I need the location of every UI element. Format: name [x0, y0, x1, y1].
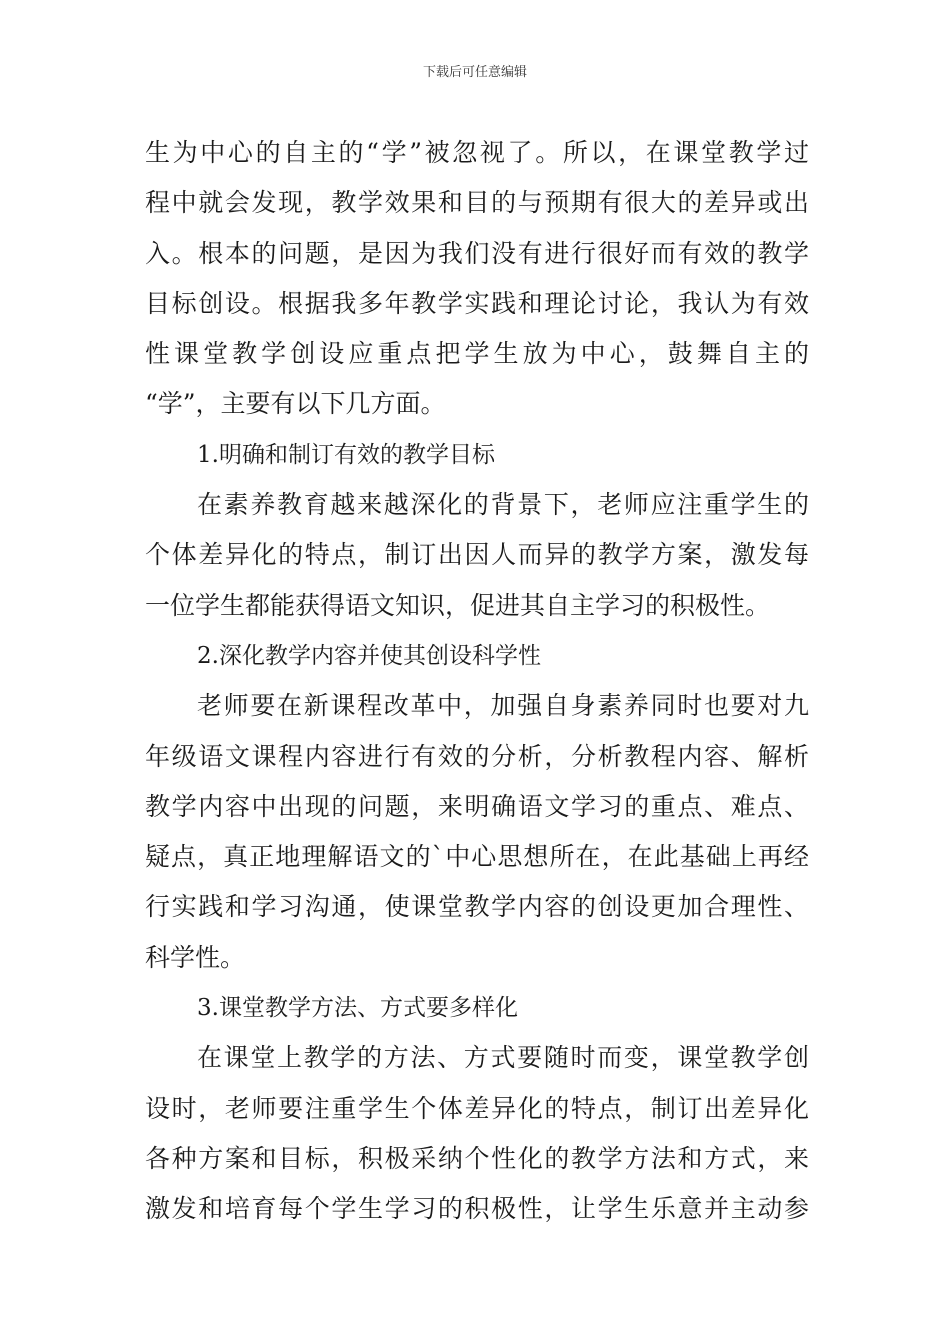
text-line: 行实践和学习沟通，使课堂教学内容的创设更加合理性、 [145, 892, 809, 922]
text-line: 一位学生都能获得语文知识，促进其自主学习的积极性。 [145, 590, 771, 620]
text-line: 疑点，真正地理解语文的`中心思想所在，在此基础上再经 [145, 842, 809, 872]
text-line: 教学内容中出现的问题，来明确语文学习的重点、难点、 [145, 791, 809, 821]
text-line: 程中就会发现，教学效果和目的与预期有很大的差异或出 [145, 188, 809, 218]
text-line: 科学性。 [145, 942, 246, 972]
text-line: “学”，主要有以下几方面。 [145, 389, 446, 419]
text-line: 个体差异化的特点，制订出因人而异的教学方案，激发每 [145, 540, 809, 570]
text-line: 年级语文课程内容进行有效的分析，分析教程内容、解析 [145, 741, 809, 771]
text-line: 在课堂上教学的方法、方式要随时而变，课堂教学创 [197, 1043, 809, 1073]
text-line: 设时，老师要注重学生个体差异化的特点，制订出差异化 [145, 1093, 809, 1123]
body-text [145, 128, 809, 1235]
text-line: 性课堂教学创设应重点把学生放为中心，鼓舞自主的 [145, 339, 809, 369]
text-line: 老师要在新课程改革中，加强自身素养同时也要对九 [197, 691, 809, 721]
text-line: 各种方案和目标，积极采纳个性化的教学方法和方式，来 [145, 1143, 809, 1173]
text-line: 目标创设。根据我多年教学实践和理论讨论，我认为有效 [145, 288, 809, 318]
text-line: 激发和培育每个学生学习的积极性，让学生乐意并主动参 [145, 1194, 809, 1224]
section-heading-1: 1.明确和制订有效的教学目标 [197, 441, 495, 468]
section-heading-3: 3.课堂教学方法、方式要多样化 [197, 995, 518, 1022]
text-line: 入。根本的问题，是因为我们没有进行很好而有效的教学 [145, 238, 809, 268]
text-line: 生为中心的自主的“学”被忽视了。所以，在课堂教学过 [145, 138, 809, 167]
section-heading-2: 2.深化教学内容并使其创设科学性 [197, 642, 541, 669]
page-header: 下载后可任意编辑 [422, 65, 527, 80]
text-line: 在素养教育越来越深化的背景下，老师应注重学生的 [197, 490, 809, 520]
